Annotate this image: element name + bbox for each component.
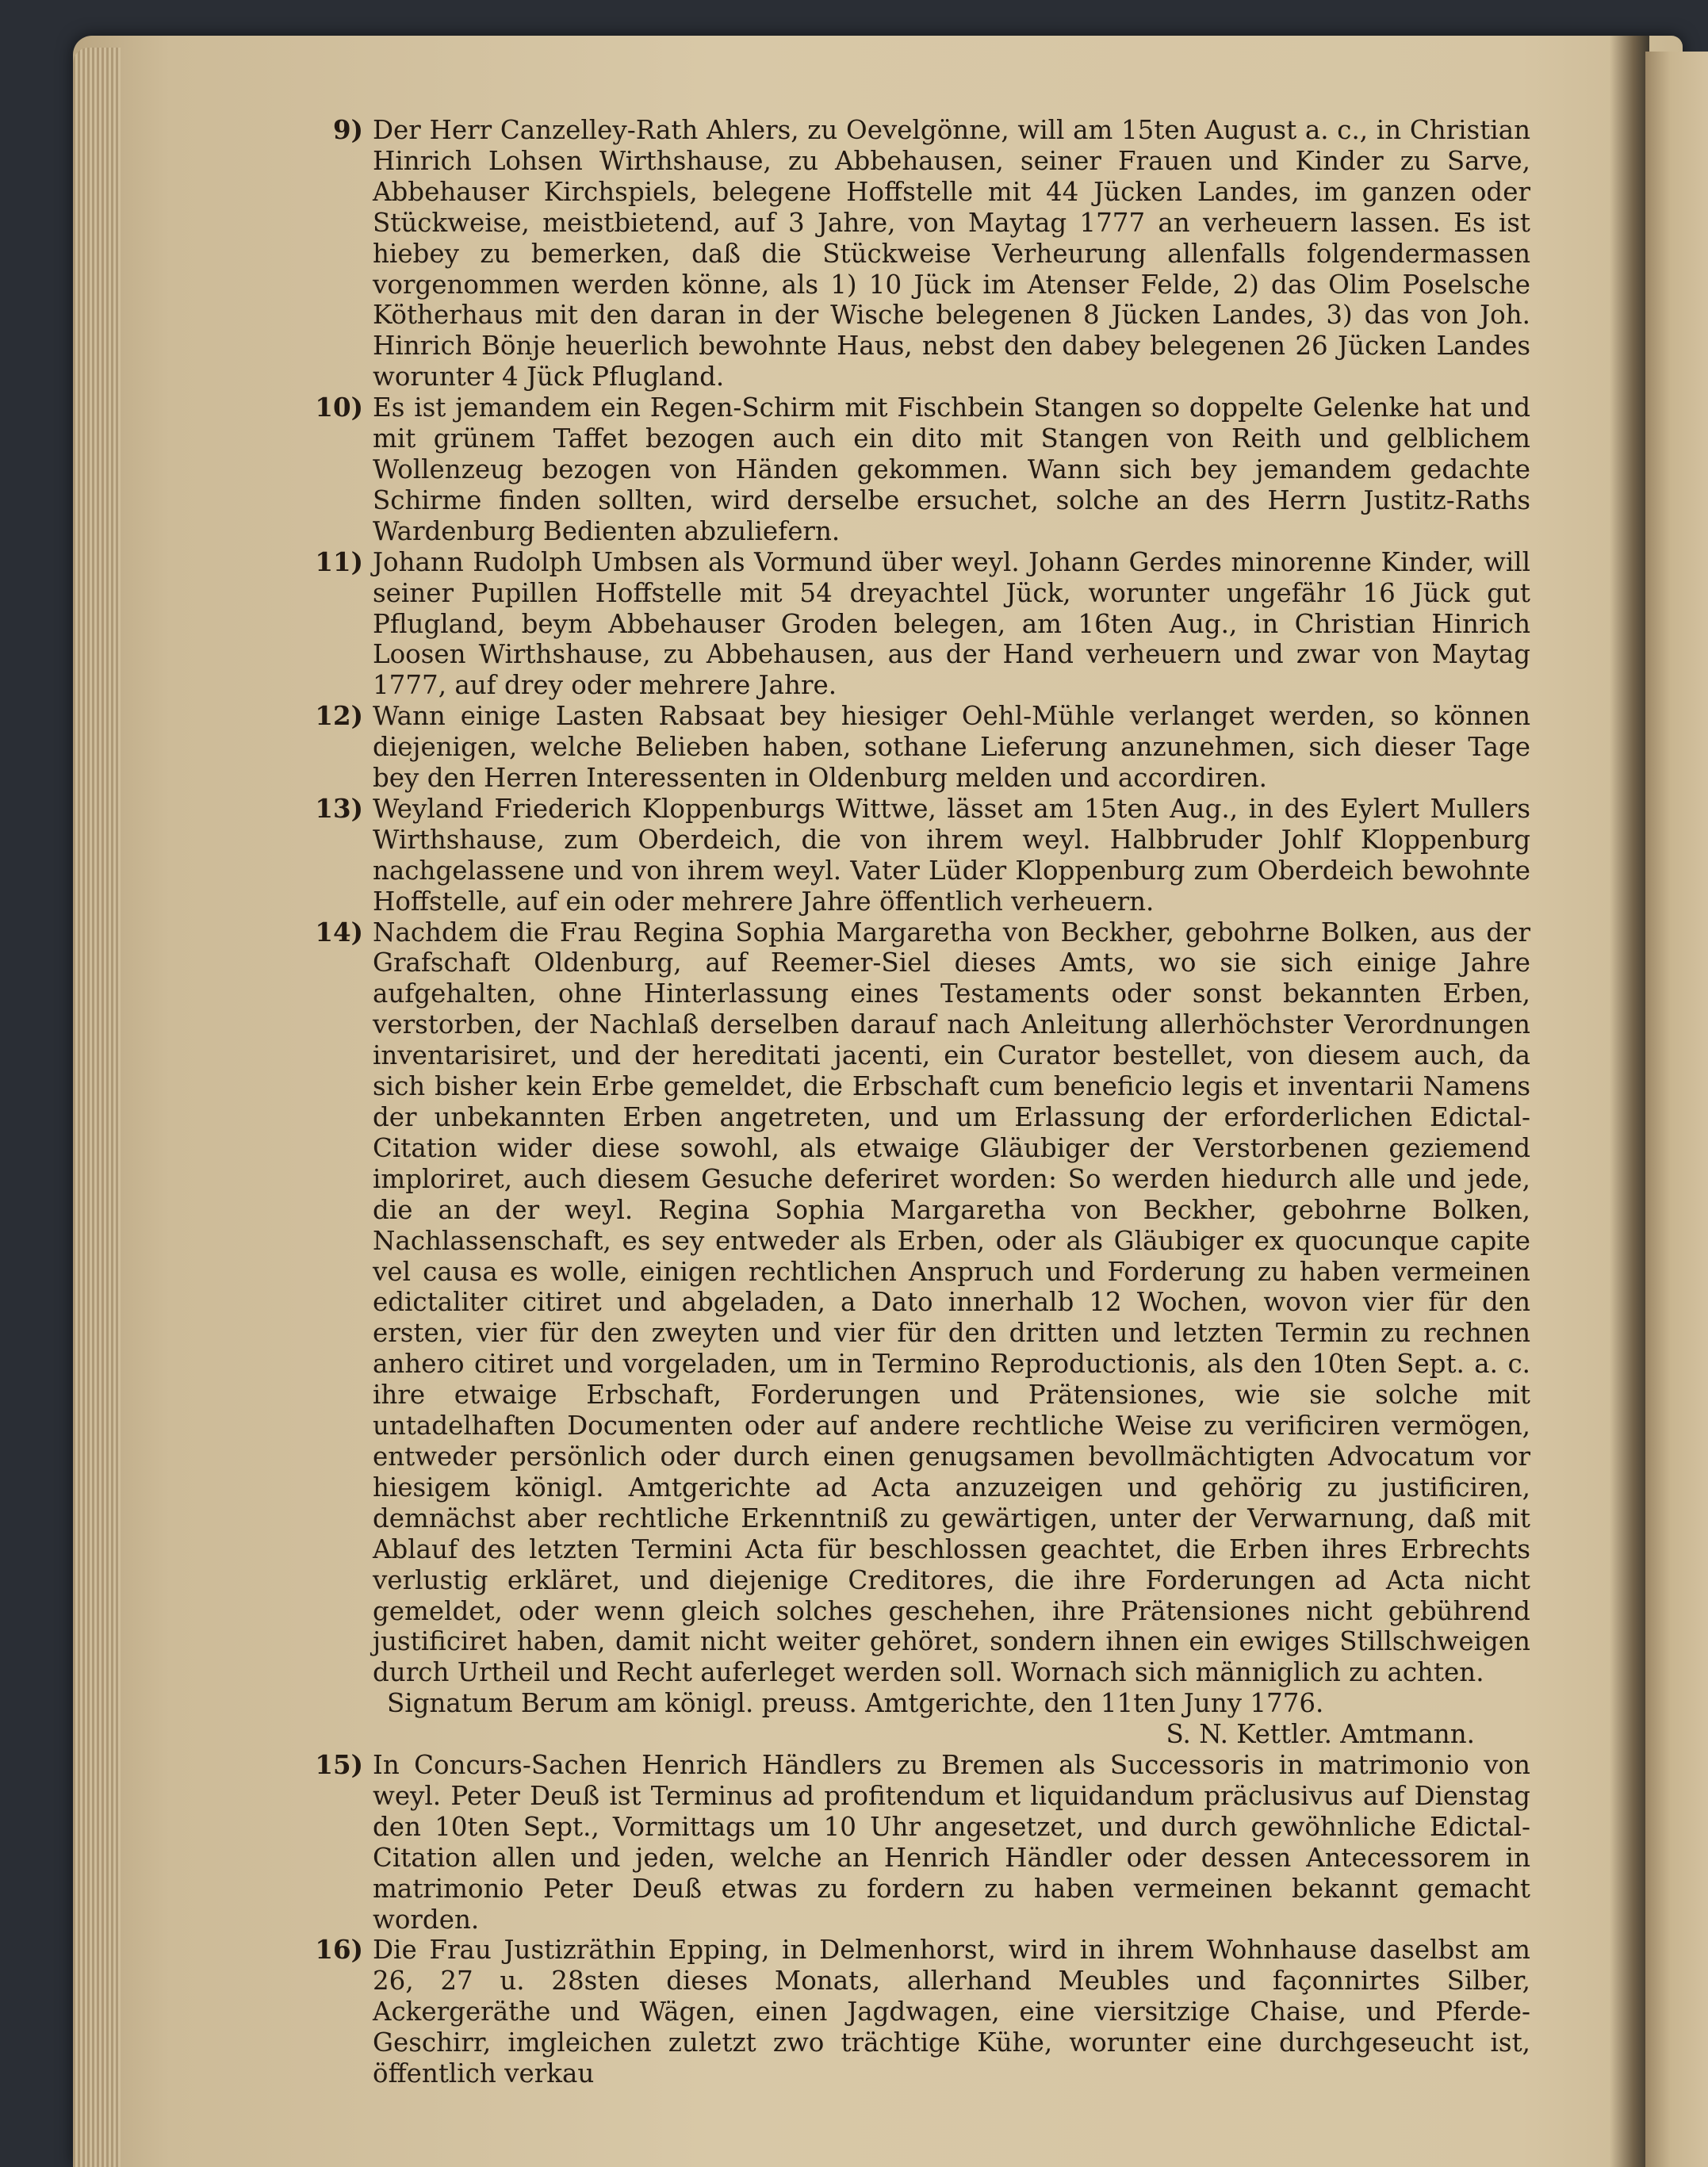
notice-entry-13 <box>315 792 1530 917</box>
notice-entry-11 <box>315 546 1530 702</box>
notice-entry-9 <box>333 114 1530 392</box>
entry-number: 14) <box>315 916 363 948</box>
notice-entry-12 <box>315 700 1530 794</box>
entry-number: 10) <box>315 392 363 423</box>
notice-entry-10 <box>315 392 1530 547</box>
entry-text: Johann Rudolph Umbsen als Vormund über weyl. Johann Gerdes minorenne Kinder, will seiner Pupillen Hoffstelle mit 54 dreyachtel Jück, worunter ungefähr 16 Jück gut Pflugland, beym Abbehauser Groden belegen, am 16ten Aug., in Christian Hinrich Loosen Wirthshause, zu Abbehausen, aus der Hand verheuern und zwar von Maytag 1777, auf drey oder mehrere Jahre. <box>373 546 1530 701</box>
entry-text: Es ist jemandem ein Regen-Schirm mit Fischbein Stangen so doppelte Gelenke hat und mit grünem Taffet bezogen auch ein dito mit Stangen von Reith und gelblichem Wollenzeug bezogen von Händen gekommen. Wann sich bey jemandem gedachte Schirme finden sollten, wird derselbe ersuchet, solche an des Herrn Justitz-Raths Wardenburg Bedienten abzuliefern. <box>373 392 1530 546</box>
signer-name: S. N. Kettler. Amtmann. <box>1166 1719 1475 1750</box>
entry-text: Weyland Friederich Kloppenburgs Wittwe, lässet am 15ten Aug., in des Eylert Mullers Wirthshause, zum Oberdeich, die von ihrem weyl. Halbbruder Johlf Kloppenburg nachgelassene und von ihrem weyl. Vater Lüder Kloppenburg zum Oberdeich bewohnte Hoffstelle, auf ein oder mehrere Jahre öffentlich verheuern. <box>373 793 1530 917</box>
notice-entry-15 <box>315 1749 1530 1935</box>
signature-date-line: Signatum Berum am königl. preuss. Amtgerichte, den 11ten Juny 1776. <box>387 1688 1324 1719</box>
notice-column <box>315 114 1530 2153</box>
facing-page-edge <box>1645 52 1708 2167</box>
entry-number: 12) <box>315 700 363 732</box>
notice-entry-14 <box>315 916 1530 1750</box>
entry-text: Die Frau Justizräthin Epping, in Delmenhorst, wird in ihrem Wohnhause daselbst am 26, 27 u. 28sten dieses Monats, allerhand Meubles und façonnirtes Silber, Ackergeräthe und Wägen, einen Jagdwagen, eine viersitzige Chaise, und Pferde-Geschirr, imgleichen zuletzt zwo trächtige Kühe, worunter eine durchgeseucht ist, öffentlich verkau <box>373 1935 1530 2089</box>
entry-text: Wann einige Lasten Rabsaat bey hiesiger Oehl-Mühle verlanget werden, so können diejenigen, welche Belieben haben, sothane Lieferung anzunehmen, sich dieser Tage bey den Herren Interessenten in Oldenburg melden und accordiren. <box>373 701 1530 794</box>
notice-entry-16 <box>315 1934 1530 2089</box>
entry-text: Nachdem die Frau Regina Sophia Margaretha von Beckher, gebohrne Bolken, aus der Grafschaft Oldenburg, auf Reemer-Siel dieses Amts, wo sie sich einige Jahre aufgehalten, ohne Hinterlassung eines Testaments oder sonst bekannten Erben, verstorben, der Nachlaß derselben darauf nach Anleitung allerhöchster Verordnungen inventarisiret, und der hereditati jacenti, ein Curator bestellet, von diesem auch, da sich bisher kein Erbe gemeldet, die Erbschaft cum beneficio legis et inventarii Namens der unbekannten Erben angetreten, und um Erlassung der erforderlichen Edictal-Citation wider diese sowohl, als etwaige Gläubiger der Verstorbenen geziemend imploriret, auch diesem Gesuche deferiret worden: So werden hiedurch alle und jede, die an der weyl. Regina Sophia Margaretha von Beckher, gebohrne Bolken, Nachlassenschaft, es sey entweder als Erben, oder als Gläubiger ex quocunque capite vel causa es wolle, einigen rechtlichen Anspruch und Forderung zu haben vermeinen edictaliter citiret und abgeladen, a Dato innerhalb 12 Wochen, wovon vier für den ersten, vier für den zweyten und vier für den dritten und letzten Termin zu rechnen anhero citiret und vorgeladen, um in Termino Reproductionis, als den 10ten Sept. a. c. ihre etwaige Erbschaft, Forderungen und Prätensiones, wie sie solche mit untadelhaften Documenten oder auf andere rechtliche Weise zu verificiren vermögen, entweder persönlich oder durch einen genugsamen bevollmächtigten Advocatum vor hiesigem königl. Amtgerichte ad Acta anzuzeigen und gehörig zu justificiren, demnächst aber rechtliche Erkenntniß zu gewärtigen, unter der Verwarnung, daß mit Ablauf des letzten Termini Acta für beschlossen geachtet, die Erben ihres Erbrechts verlustig erkläret, und diejenige Creditores, die ihre Forderungen ad Acta nicht gemeldet, oder wenn gleich solches geschehen, ihre Prätensiones nicht gebührend justificiret haben, damit nicht weiter gehöret, sondern ihnen ein ewiges Stillschweigen durch Urtheil und Recht auferleget werden soll. Wornach sich männiglich zu achten. <box>373 917 1530 1688</box>
entry-number: 15) <box>315 1749 363 1781</box>
book-gutter <box>1610 36 1649 2167</box>
entry-number: 16) <box>315 1934 363 1966</box>
entry-number: 11) <box>315 546 363 577</box>
entry-number: 13) <box>315 792 363 824</box>
entry-text: Der Herr Canzelley-Rath Ahlers, zu Oevelgönne, will am 15ten August a. c., in Christian Hinrich Lohsen Wirthshause, zu Abbehausen, seiner Frauen und Kinder zu Sarve, Abbehauser Kirchspiels, belegene Hoffstelle mit 44 Jücken Landes, im ganzen oder Stückweise, meistbietend, auf 3 Jahre, von Maytag 1777 an verheuern lassen. Es ist hiebey zu bemerken, daß die Stückweise Verheurung allenfalls folgendermassen vorgenommen werden könne, als 1) 10 Jück im Atenser Felde, 2) das Olim Poselsche Kötherhaus mit den daran in der Wische belegenen 8 Jücken Landes, 3) das von Joh. Hinrich Bönje heuerlich bewohnte Haus, nebst den dabey belegenen 26 Jücken Landes worunter 4 Jück Pflugland. <box>373 115 1530 392</box>
entry-text: In Concurs-Sachen Henrich Händlers zu Bremen als Successoris in matrimonio von weyl. Peter Deuß ist Terminus ad profitendum et liquidandum präclusivus auf Dienstag den 10ten Sept., Vormittags um 10 Uhr angesetzet, und durch gewöhnliche Edictal-Citation allen und jeden, welche an Henrich Händler oder dessen Antecessorem in matrimonio Peter Deuß etwas zu fordern zu haben vermeinen bekannt gemacht worden. <box>373 1750 1530 1935</box>
entry-number: 9) <box>333 114 363 145</box>
page-edges <box>73 48 121 2167</box>
